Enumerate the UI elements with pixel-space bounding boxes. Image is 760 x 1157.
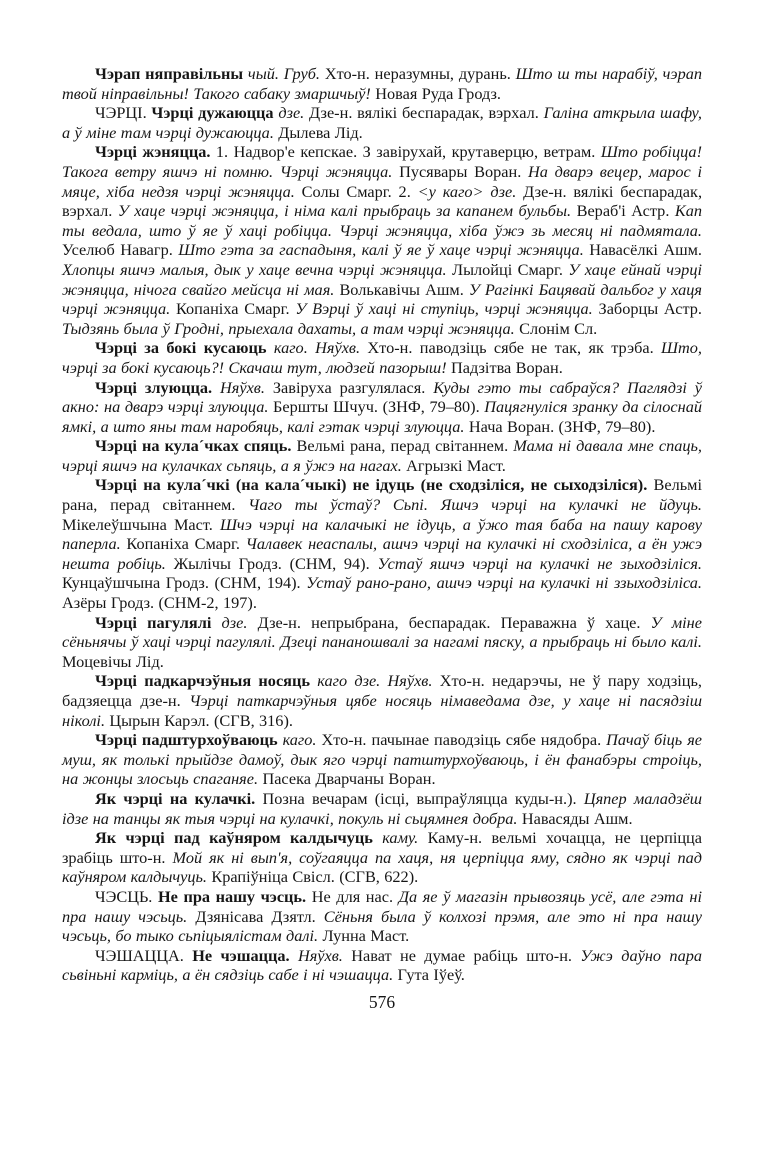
text-run-normal: Слонім Сл. [519,318,598,338]
text-run-normal: Моцевічы Лід. [62,651,164,671]
text-run-italic: Што гэта за гаспадыня, калі ў яе ў хаце чэрці жэняцца. [178,240,590,260]
text-run-normal: Заборцы Астр. [598,299,703,319]
text-run-italic: У хаце ейнай чэрці жэняцца, нічога свайго мейсца ні мая. [62,259,702,299]
text-run-normal: Хто-н. неразумны, дурань. [324,64,516,83]
dictionary-entry-paragraph [62,828,702,887]
text-run-normal: Цырын Карэл. (СГВ, 316). [109,710,293,730]
text-run-italic: Устаў рано-рано, ашчэ чэрці на кулачкі ні ззыходзіліса. [306,573,702,593]
text-run-italic: Да яе ў магазін прывозяць усё, але гэта ні пра нашу чэсьць. [62,886,703,926]
text-run-italic: Што робіцца! Такога ветру яшчэ ні помню. Чэрці жэняцца. [62,142,702,181]
text-run-normal: Крапіўніца Свісл. (СГВ, 622). [211,867,419,887]
dictionary-entry-paragraph [62,475,702,612]
text-run-bold: Чэрці падкарчэўныя носяць [95,671,318,691]
text-run-normal: Волькавічы Ашм. [339,279,469,299]
text-run-italic: Цяпер маладзёш ідзе на танцы як тыя чэрці на кулачкі, покуль ні сьцямнея добра. [62,788,702,828]
text-run-normal: Дзе-н. вялікі беспарадак, вэрхал. [62,181,703,221]
text-run-italic: Пачаў біць яе муш, як толькі прыйдзе дамоў, дык яго чэрці патштурхоўваюць, і ён фанабэры строіць, на жонцы злосьць спаганяе. [62,730,702,789]
text-run-italic: Хлопцы яшчэ малыя, дык у хаце вечна чэрці жэняцца. [62,259,453,279]
text-run-italic: <у каго> дзе. [417,181,524,201]
text-run-normal: Хто-н. паводзіць сябе не так, як трэба. [367,338,662,358]
text-run-italic: Чаго ты ўстаў? Сьпі. Яшчэ чэрці на кулачкі не йдуць. [248,495,702,515]
dictionary-entry-paragraph [62,946,702,985]
text-run-bold: Чэрці пагулялі [95,612,222,632]
text-run-normal: Новая Руда Гродз. [375,83,501,103]
text-run-normal: 1. Надвор'е кепскае. З завірухай, крутаверцю, ветрам. [215,142,601,162]
text-run-normal: Лунна Маст. [322,926,410,946]
text-run-italic: каго дзе. Няўхв. [317,671,440,691]
text-run-italic: дзе. [221,612,258,632]
text-run-normal: Солы Смарг. 2. [301,181,418,201]
text-run-normal: Дылева Лід. [278,122,363,142]
text-run-normal: Бершты Шчуч. (ЗНФ, 79–80). [273,397,485,417]
text-run-normal: Нават не думае рабіць што-н. [351,945,581,965]
text-run-italic: чый. Груб. [247,64,325,83]
text-run-italic: Няўхв. [220,377,273,397]
text-run-normal: ЧЭРЦІ. [95,103,152,123]
text-run-normal: Хто-н. недарэчы, не ў пару ходзіць, бадзяецца дзе-н. [62,671,702,710]
text-run-normal: Гута Іўеў. [397,965,465,985]
text-run-normal: Пасека Дварчаны Воран. [262,769,436,789]
text-run-normal: Дзянісава Дзятл. [195,906,324,926]
text-run-normal: Копаніха Смарг. [175,299,296,319]
text-run-italic: Галіна аткрыла шафу, а ў міне там чэрці дужаюцца. [62,103,702,142]
text-run-normal: ЧЭСЦЬ. [95,886,158,906]
text-run-normal: Падзітва Воран. [451,357,563,377]
text-run-normal: Жылічы Гродз. (СНМ, 94). [173,553,378,573]
dictionary-entry-paragraph [62,103,702,142]
text-run-italic: Устаў яшчэ чэрці на кулачкі не зыходзіліся. [377,553,702,573]
text-run-bold: Чэрці падштурхоўваюць [95,730,283,750]
text-run-bold: Чэрці жэняцца. [95,142,216,162]
document-text [62,64,702,1012]
text-run-normal: Дзе-н. непрыбрана, беспарадак. Пераважна ў хаце. [257,612,651,632]
text-run-italic: Мама ні давала мне спаць, чэрці яшчэ на кулачках сьпяць, а я ўжэ на нагах. [62,436,702,475]
dictionary-entry-paragraph [62,613,702,672]
text-run-italic: Тыдзянь была ў Гродні, прыехала дахаты, а там чэрці жэняцца. [62,318,520,338]
text-run-italic: Няўхв. [297,945,352,965]
dictionary-entry-paragraph [62,64,702,103]
text-run-italic: Чэрці паткарчэўныя цябе носяць німаведама дзе, у хаце ні пасядзіш ніколі. [62,691,702,730]
text-run-italic: Што ш ты нарабіў, чэрап твой ніправільны! Такого сабаку змаршчыў! [62,64,702,103]
text-run-italic: Ужэ даўно пара сьвіньні карміць, а ён сядзіць сабе і ні чэшацца. [62,945,702,985]
text-run-bold: Чэрці дужаюцца [151,103,279,123]
text-run-italic: Мой як ні вып'я, соўгаяцца па хаця, ня церпіцца яму, сядно як чэрці пад каўняром калдычуць. [62,847,702,887]
text-run-bold: Чэрці на кула´чкі (на кала´чыкі) не ідуць (не сходзіліся, не сыходзіліся). [95,475,654,495]
text-run-normal: Пусявары Воран. [399,161,529,181]
text-run-normal: Уселюб Навагр. [62,240,179,260]
text-run-italic: У Вэрці ў хаці ні ступіць, чэрці жэняцца. [295,299,599,319]
dictionary-entry-paragraph [62,671,702,730]
text-run-normal: Каму-н. вельмі хочацца, не церпіцца зрабіць што-н. [62,828,702,867]
dictionary-entry-paragraph [62,142,702,338]
dictionary-entry-paragraph [62,378,702,437]
text-run-italic: каго. Няўхв. [273,338,368,358]
dictionary-entry-paragraph [62,887,702,946]
text-run-normal: Азёры Гродз. (СНМ-2, 197). [62,593,257,613]
text-run-normal: ЧЭШАЦЦА. [95,945,193,965]
text-run-bold: Не пра нашу чэсць. [157,886,312,906]
dictionary-entry-paragraph [62,338,702,377]
page-number: 576 [368,991,396,1012]
text-run-normal: Копаніха Смарг. [126,534,246,554]
text-run-normal: Нача Воран. (ЗНФ, 79–80). [468,416,656,436]
text-run-normal: Навасёлкі Ашм. [589,240,702,260]
text-run-bold: Як чэрці пад каўняром калдычуць [95,828,383,848]
text-run-normal: Завіруха разгулялася. [272,377,434,397]
text-run-normal: Кунцаўшчына Гродз. (СНМ, 194). [62,573,307,593]
text-run-normal: Вераб'і Астр. [576,201,675,221]
text-run-normal: Не для нас. [311,886,399,906]
text-run-italic: каму. [382,828,428,848]
text-run-normal: Навасяды Ашм. [521,808,633,828]
text-run-normal: Вельмі рана, перад світаннем. [62,475,702,515]
text-run-normal: Дзе-н. вялікі беспарадак, вэрхал. [309,103,544,123]
text-run-normal: Мікелеўшчына Маст. [62,514,220,534]
dictionary-entry-paragraph [62,730,702,789]
text-run-bold: Чэрці злуюцца. [95,377,221,397]
text-run-italic: дзе. [278,103,310,123]
text-run-italic: Пацягнуліся зранку да сілоснай ямкі, а што яны там наробяць, калі гэтак чэрці злуюцца. [62,397,703,436]
text-run-italic: У хаце чэрці жэняцца, і німа калі прыбраць за капанем бульбы. [117,201,577,221]
text-run-normal: Вельмі рана, перад світаннем. [296,436,514,456]
text-run-italic: каго. [282,730,322,750]
text-run-bold: Чэрці за бокі кусаюць [95,338,274,358]
text-run-italic: Кап ты ведала, што ў яе ў хаці робіцца. Чэрці жэняцца, хіба ўжэ зь месяц ні падмятала. [62,201,702,240]
text-run-normal: Агрызкі Маст. [406,455,506,475]
text-run-normal: Позна вечарам (ісці, выпраўляцца куды-н.). [262,788,584,808]
text-run-bold: Як чэрці на кулачкі. [95,788,263,808]
text-run-italic: Чалавек неаспалы, ашчэ чэрці на кулачкі ні сходзіліса, а ён ужэ нешта робіць. [62,534,702,573]
text-run-italic: Сёньня была ў колхозі прэмя, але это ні пра нашу чэсьць, бо тыко сьпіцыялістам далі. [62,906,702,946]
text-run-italic: Што, чэрці за бокі кусаюць?! Скачаш тут, людзей пазорыш! [62,338,702,377]
text-run-bold: Не чэшацца. [192,945,298,965]
text-run-italic: На дварэ вецер, марос і мяце, хіба недзя чэрці жэняцца. [62,161,702,201]
text-run-italic: Куды гэто ты сабраўся? Паглядзі ў акно: на дварэ чэрці злуюцца. [62,377,702,417]
text-run-normal: Хто-н. пачынае паводзіць сябе нядобра. [321,730,607,750]
text-run-italic: Шчэ чэрці на калачыкі не ідуць, а ўжо тая баба на пашу карову паперла. [62,514,702,554]
dictionary-entry-paragraph [62,789,702,828]
text-run-bold: Чэрці на кула´чках спяць. [95,436,297,456]
dictionary-entry-paragraph [62,436,702,475]
text-run-normal: Лылойці Смарг. [452,259,569,279]
text-run-bold: Чэрап няправільны [95,64,248,83]
text-run-italic: У Рагінкі Бацявай дальбог у хаця чэрці жэняцца. [62,279,703,319]
text-run-italic: У міне сёньнячы ў хаці чэрці пагулялі. Дзеці пананошвалі за нагамі пяску, а прыбраць ні было калі. [62,612,702,652]
